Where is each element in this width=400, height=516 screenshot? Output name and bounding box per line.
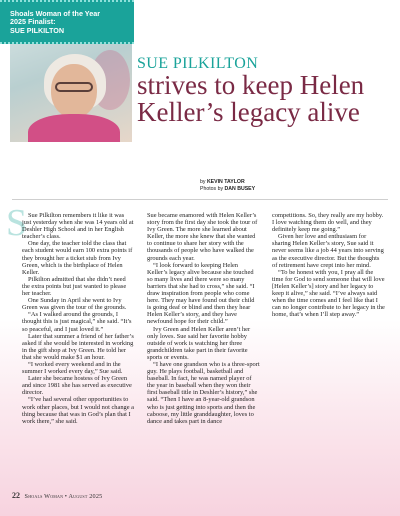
magazine-name: Shoals Woman	[24, 493, 64, 500]
col3-paragraph: “To be honest with you, I pray all the time for God to send someone that will love [Helen Keller’s] story and her legacy to keep it alive,” she said. “I’ve always said when the time comes and I feel like that I can no longer contribute to her legacy in the home, that’s when I’ll step away.”	[272, 268, 385, 319]
badge-line-1: Shoals Woman of the Year	[10, 9, 101, 18]
col3-paragraph: competitions. So, they really are my hobby. I love watching them do well, and they definitely keep me going.”	[272, 212, 384, 234]
finalist-badge	[0, 0, 134, 44]
col2-paragraph: Ivy Green and Helen Keller aren’t her only loves. Sue said her favorite hobby outside of work is watching her three grandchildren take part in their favorite sports or events.	[147, 325, 251, 361]
page-number: 22	[12, 491, 20, 500]
footer-separator: •	[64, 493, 67, 500]
col3-paragraph: Given her love and enthusiasm for sharing Helen Keller’s story, Sue said it never seems like a job 44 years into serving as the executive director. But the thoughts of retirement have crept into her mind.	[272, 233, 384, 269]
col1-paragraph: Later she became hostess of Ivy Green and since 1981 she has served as executive director.	[22, 375, 132, 397]
page-footer	[12, 491, 102, 500]
col1-paragraph: One Sunday in April she went to Ivy Green was given the tour of the grounds.	[22, 297, 127, 312]
badge-line-3: SUE PILKILTON	[10, 25, 65, 35]
photo-shirt	[28, 114, 120, 142]
byline-photo-line	[200, 186, 255, 193]
drop-cap: S	[6, 202, 28, 244]
col1-paragraph: “I worked every weekend and in the summer I worked every day,” Sue said.	[22, 360, 123, 376]
col1-paragraph: One day, the teacher told the class that each student would earn 100 extra points if they brought her a ticket stub from Ivy Green, which is the birthplace of Helen Keller.	[22, 240, 133, 276]
col1-paragraph: Sue Pilkilton remembers it like it was just yesterday when she was 14 years old at Deshler High School and in her English teacher’s class.	[22, 212, 134, 241]
col1-paragraph: Later that summer a friend of her father’s asked if she would be interested in working in the gift shop at Ivy Green. He told her that she would make $1 an hour.	[22, 332, 134, 361]
badge-line-2: 2025 Finalist:	[10, 17, 56, 27]
byline	[200, 179, 255, 193]
article-column-3	[272, 212, 385, 318]
col2-paragraph: “I look forward to keeping Helen Keller’s legacy alive because she touched so many lives and there were so many barriers that she had to cross,” she said. “I draw inspiration from people who come here. They may have found out their child is going deaf or blind and then they hear Helen Keller’s story, and they have newfound hope for their child.”	[147, 261, 255, 326]
col1-paragraph: Pilkilton admitted that she didn’t need the extra points but just wanted to please her teacher.	[22, 275, 127, 298]
byline-photographer: DAN BUSEY	[224, 186, 256, 192]
article-column-2	[147, 212, 260, 425]
issue-date: August 2025	[68, 493, 103, 500]
byline-author-line	[200, 179, 255, 186]
byline-photos-prefix: Photos by	[200, 186, 224, 192]
article-kicker: SUE PILKILTON	[137, 55, 259, 72]
photo-glasses	[55, 82, 93, 92]
col1-paragraph: “I’ve had several other opportunities to work other places, but I would not change a thing because that was in God’s plan that I work there,” she said.	[22, 396, 134, 425]
byline-by-prefix: by	[200, 179, 206, 185]
col1-paragraph: “As I walked around the grounds, I thought this is just magical,” she said. “It’s so peaceful, and I just loved it.”	[22, 311, 132, 333]
divider-rule	[12, 199, 388, 200]
byline-author: KEVIN TAYLOR	[206, 179, 245, 185]
badge-dotted-border	[0, 0, 134, 5]
col2-paragraph: “I have one grandson who is a three-sport guy. He plays football, basketball and baseball. In fact, he was named player of the year in baseball when they won their first baseball title in Deshler’s history,” she said. “Then I have an 8-year-old grandson who is just getting into sports and then the caboose, my little granddaughter, loves to dance and takes part in dance	[147, 360, 260, 425]
article-headline: strives to keep Helen Keller’s legacy alive	[137, 70, 365, 127]
col2-paragraph: Sue became enamored with Helen Keller’s story from the first day she took the tour of Ivy Green. The more she learned about Keller, the more she knew that she wanted to continue to share her story with the thousands of people who have walked the grounds each year.	[147, 212, 258, 262]
article-column-1	[22, 212, 135, 425]
